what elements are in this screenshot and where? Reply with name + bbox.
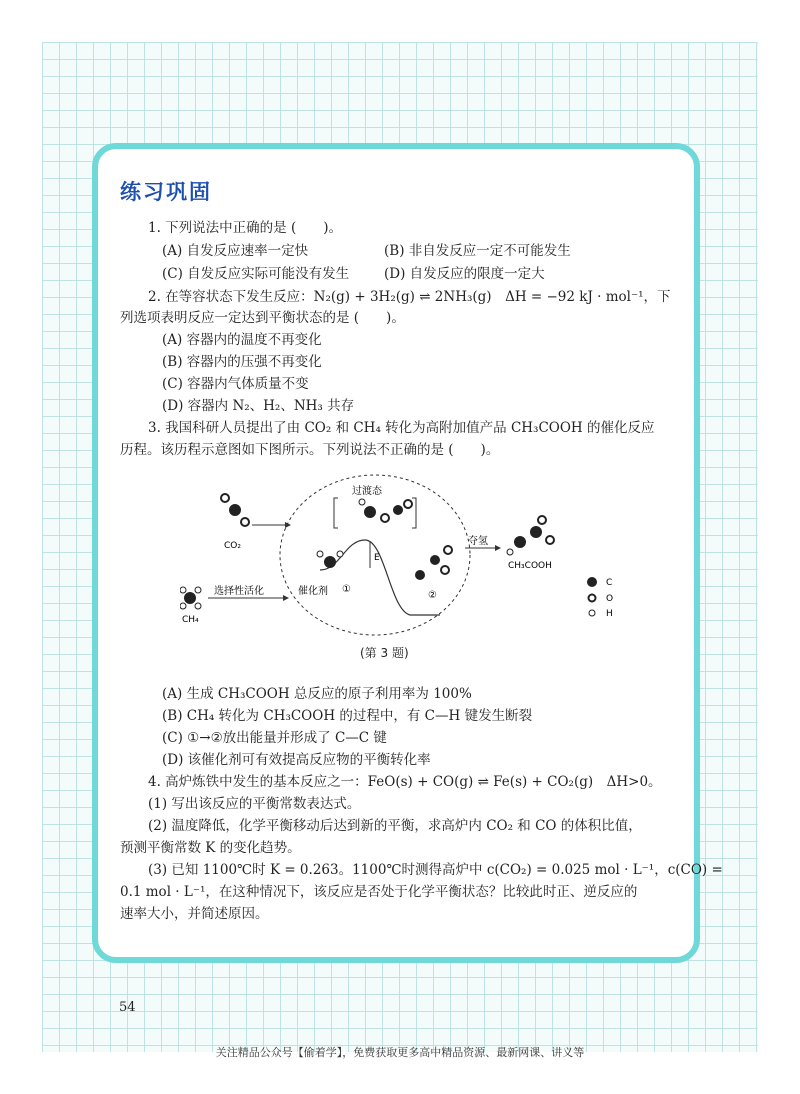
q1-option-c: (C) 自发反应实际可能没有发生 — [162, 266, 350, 282]
ch4-h-atom — [180, 587, 186, 593]
q4-part3-line1: (3) 已知 1100℃时 K = 0.263。1100℃时测得高炉中 c(CO₂) = 0.025 mol · L⁻¹，c(CO) = — [148, 862, 723, 878]
ch4-h-atom-3 — [180, 603, 186, 609]
page-number: 54 — [119, 1000, 136, 1015]
product-c-atom-2 — [530, 526, 542, 538]
q4-part1: (1) 写出该反应的平衡常数表达式。 — [148, 796, 361, 812]
state2-o-atom — [444, 546, 452, 554]
q3-stem-line1: 3. 我国科研人员提出了由 CO₂ 和 CH₄ 转化为高附加值产品 CH₃COOH 的催化反应 — [148, 420, 655, 436]
q2-stem-line1: 2. 在等容状态下发生反应：N₂(g) + 3H₂(g) ⇌ 2NH₃(g) ΔH = −92 kJ · mol⁻¹，下 — [148, 289, 671, 305]
q3-option-b: (B) CH₄ 转化为 CH₃COOH 的过程中，有 C—H 键发生断裂 — [162, 708, 533, 724]
q4-stem: 4. 高炉炼铁中发生的基本反应之一：FeO(s) + CO(g) ⇌ Fe(s) + CO₂(g) ΔH>0。 — [148, 774, 662, 790]
state1-h-atom — [317, 551, 323, 557]
ch4-h-atom-4 — [195, 603, 201, 609]
ch4-label: CH₄ — [182, 615, 199, 625]
q3-option-d: (D) 该催化剂可有效提高反应物的平衡转化率 — [162, 752, 431, 768]
state1-h-atom-2 — [337, 551, 343, 557]
q2-option-a: (A) 容器内的温度不再变化 — [162, 332, 322, 348]
ts-o-atom — [381, 514, 389, 522]
q4-part2-line2: 预测平衡常数 K 的变化趋势。 — [120, 840, 301, 856]
selective-activation-label: 选择性活化 — [214, 586, 264, 597]
product-c-atom — [514, 536, 526, 548]
ts-carbon-atom — [364, 506, 376, 518]
transition-state-label: 过渡态 — [352, 486, 382, 497]
q1-option-b: (B) 非自发反应一定不可能发生 — [384, 243, 571, 259]
state1-c-atom — [324, 556, 336, 568]
ts-h-atom — [359, 499, 365, 505]
q4-part3-line2: 0.1 mol · L⁻¹，在这种情况下，该反应是否处于化学平衡状态？比较此时正、逆反应的 — [120, 884, 638, 900]
step1-label: ① — [342, 584, 351, 595]
q4-part3-line3: 速率大小，并简述原因。 — [120, 906, 269, 922]
state2-c-atom-2 — [430, 555, 440, 565]
co2-o-atom-2 — [241, 518, 249, 526]
product-o-atom — [546, 536, 554, 544]
product-label: CH₃COOH — [508, 561, 552, 571]
state2-o-atom-2 — [441, 566, 449, 574]
legend-oxygen-label: O — [606, 594, 614, 604]
legend-carbon-icon — [587, 577, 597, 587]
footer-note: 关注精品公众号【偷着学】，免费获取更多高中精品资源、最新网课、讲义等 — [215, 1046, 585, 1059]
catalyst-label: 催化剂 — [298, 586, 328, 597]
q4-part2-line1: (2) 温度降低，化学平衡移动后达到新的平衡，求高炉内 CO₂ 和 CO 的体积比值， — [148, 818, 642, 834]
ch4-h-atom-2 — [195, 587, 201, 593]
q3-option-a: (A) 生成 CH₃COOH 总反应的原子利用率为 100% — [162, 686, 472, 702]
legend-carbon-label: C — [606, 578, 613, 588]
h-abstraction-label: 夺氢 — [468, 536, 488, 547]
q1-option-a: (A) 自发反应速率一定快 — [162, 243, 309, 259]
product-h-atom — [507, 549, 513, 555]
ts-o-atom-2 — [404, 500, 412, 508]
section-title: 练习巩固 — [120, 180, 212, 204]
q3-option-c: (C) ①→②放出能量并形成了 C—C 键 — [162, 730, 387, 746]
legend-hydrogen-label: H — [606, 609, 613, 619]
product-o-atom-2 — [538, 516, 546, 524]
ts-carbon-atom-2 — [393, 505, 403, 515]
energy-label: E — [374, 553, 380, 563]
state2-c-atom — [415, 570, 425, 580]
legend-oxygen-icon — [589, 595, 596, 602]
figure-caption: (第 3 题) — [360, 646, 409, 660]
q3-stem-line2: 历程。该历程示意图如下图所示。下列说法不正确的是 ( )。 — [120, 442, 500, 458]
co2-o-atom — [221, 494, 229, 502]
legend-hydrogen-icon — [589, 610, 595, 616]
co2-label: CO₂ — [224, 541, 241, 551]
co2-c-atom — [229, 504, 241, 516]
reaction-mechanism-figure — [180, 470, 640, 640]
bracket-left — [334, 498, 338, 528]
q2-option-d: (D) 容器内 N₂、H₂、NH₃ 共存 — [162, 398, 355, 414]
q1-option-d: (D) 自发反应的限度一定大 — [384, 266, 545, 282]
q1-stem: 1. 下列说法中正确的是 ( )。 — [148, 220, 342, 236]
q2-option-b: (B) 容器内的压强不再变化 — [162, 354, 322, 370]
step2-label: ② — [428, 590, 437, 601]
q2-stem-line2: 列选项表明反应一定达到平衡状态的是 ( )。 — [120, 310, 405, 326]
ch4-c-atom — [184, 592, 196, 604]
q2-option-c: (C) 容器内气体质量不变 — [162, 376, 309, 392]
